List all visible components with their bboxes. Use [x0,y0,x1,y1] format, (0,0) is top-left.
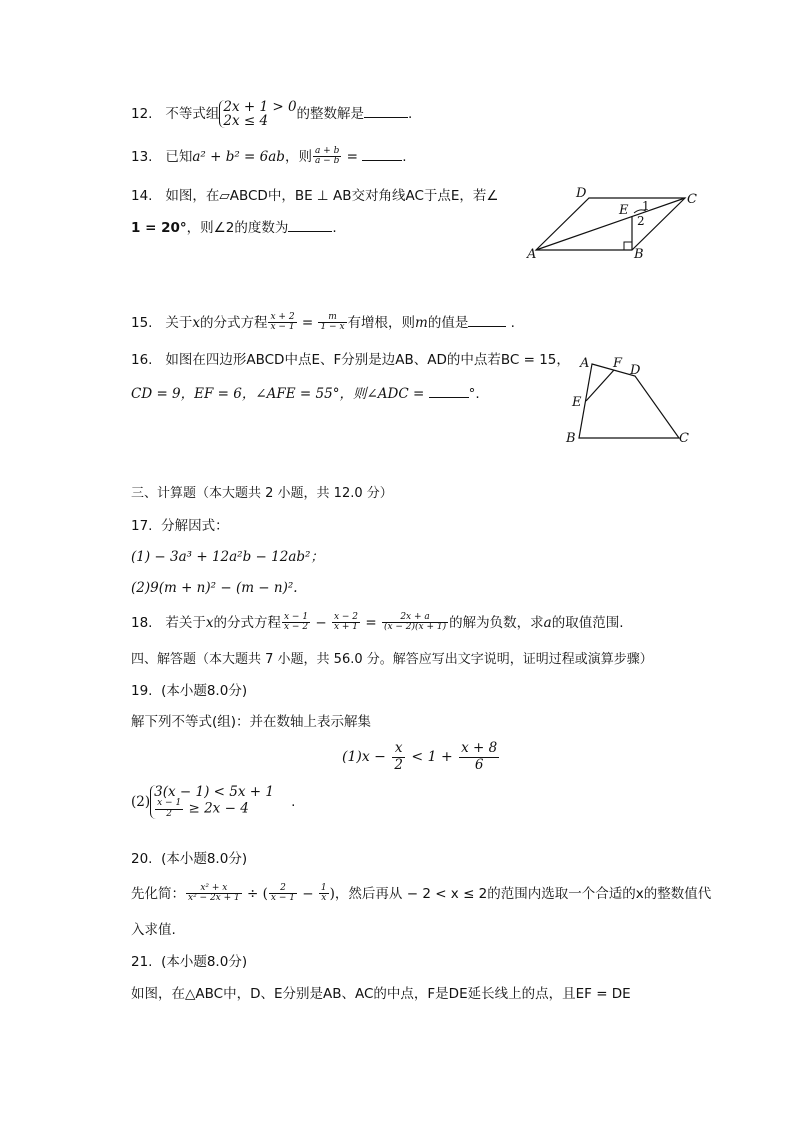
question-17-part2: (2)9(m + n)² − (m − n)². [131,580,298,596]
question-20-line2: 入求值. [131,922,176,938]
question-20-text: 先化简： $\frac{\text{x² + x}}{\text{x² − 2x + 1}}$ ÷ ( $\frac{2}{x - 1}$ − $\frac{1}{x}$ )，然后再从 − 2 < x ≤ 2的范围内选取一个合适的x的整数值代 [131,883,712,904]
label-e: E [572,395,582,410]
fraction: $\frac{x + 2}{x - 1}$ [270,312,295,333]
answer-blank [362,148,402,161]
fraction: $\frac{x - 1}{x - 2}$ [283,612,309,633]
question-16-line2: CD = 9，EF = 6，∠AFE = 55°，则∠ADC = °. [131,386,480,402]
fraction: $\frac{x}{2}$ [394,740,403,773]
question-15: 15. 关于x的分式方程 $\frac{x + 2}{x - 1}$ = $\frac{m}{1 - x}$ 有增根，则m的值是 . [131,312,515,333]
label-d: D [630,363,641,378]
fraction: $\frac{a + b}{a - b}$ [314,146,340,167]
label-c: C [687,192,697,207]
fraction: $\frac{\text{x² + x}}{\text{x² − 2x + 1}}$ [188,883,240,904]
answer-blank [468,314,506,327]
fraction: $\frac{x + 8}{6}$ [461,740,498,773]
question-14-line2: 1 = 20°，则∠2的度数为 . [131,220,337,236]
question-21-text: 如图，在△ABC中，D、E分别是AB、AC的中点，F是DE延长线上的点，且EF = DE [131,986,631,1002]
quadrilateral-abcd [579,364,679,438]
fraction: $\frac{m}{1 - x}$ [320,312,345,333]
question-18: 18. 若关于x的分式方程 $\frac{x - 1}{x - 2}$ − $\frac{x - 2}{x + 1}$ = $\frac{2x + a}{(x - 2)(x + 1)}$ 的解为负数，求a的取值范围. [131,612,624,633]
question-20-header: 20. (本小题8.0分) [131,851,248,867]
quadrilateral-figure [562,350,702,450]
label-f: F [613,356,623,371]
parallelogram-figure [522,180,702,264]
answer-blank [429,385,469,398]
label-a: A [527,247,537,262]
fraction: $\frac{2x + a}{(x - 2)(x + 1)}$ [383,612,447,633]
answer-blank [288,219,332,232]
inequality-system: 3(x − 1) < 5x + 1 $\frac{x - 1}{2}$ ≥ 2x − 4 [150,785,274,819]
label-a: A [580,356,590,371]
fraction: $\frac{x - 1}{2}$ [157,798,182,819]
label-angle-2: 2 [637,214,645,228]
question-13: 13. 已知a² + b² = 6ab，则 $\frac{a + b}{a - b}$ = . [131,146,407,167]
question-19-part2: (2) 3(x − 1) < 5x + 1 $\frac{x - 1}{2}$ ≥ 2x − 4 . [131,784,296,819]
diagonal-ac [536,198,685,250]
question-19-part1: (1)x − $\frac{x}{2}$ < 1 + $\frac{x + 8}{6}$ [342,740,498,773]
section-4-heading: 四、解答题（本大题共 7 小题，共 56.0 分。解答应写出文字说明，证明过程或演算步骤） [131,652,653,667]
label-b: B [566,431,576,446]
label-d: D [576,186,587,201]
answer-blank [364,105,408,118]
right-angle-mark [624,242,632,250]
label-angle-1: 1 [642,199,650,213]
fraction: $\frac{1}{x}$ [320,883,327,904]
label-b: B [634,247,644,262]
question-16: 16. 如图在四边形ABCD中点E、F分别是边AB、AD的中点若BC = 15， [131,352,570,368]
question-19-header: 19. (本小题8.0分) [131,683,248,699]
inequality-system: 2x + 1 > 0 2x ≤ 4 [219,100,296,128]
question-17: 17. 分解因式： [131,518,229,534]
section-3-heading: 三、计算题（本大题共 2 小题，共 12.0 分） [131,486,393,501]
question-14: 14. 如图，在▱ABCD中，BE ⊥ AB交对角线AC于点E，若∠ [131,188,499,204]
question-12: 12. 不等式组 2x + 1 > 0 2x ≤ 4 的整数解是 . [131,99,413,130]
label-c: C [679,431,689,446]
fraction: $\frac{2}{x - 1}$ [270,883,295,904]
question-21-header: 21. (本小题8.0分) [131,954,248,970]
label-e: E [619,203,629,218]
question-19-text: 解下列不等式(组)：并在数轴上表示解集 [131,714,372,730]
question-17-part1: (1) − 3a³ + 12a²b − 12ab²； [131,549,324,565]
fraction: $\frac{x - 2}{x + 1}$ [333,612,359,633]
